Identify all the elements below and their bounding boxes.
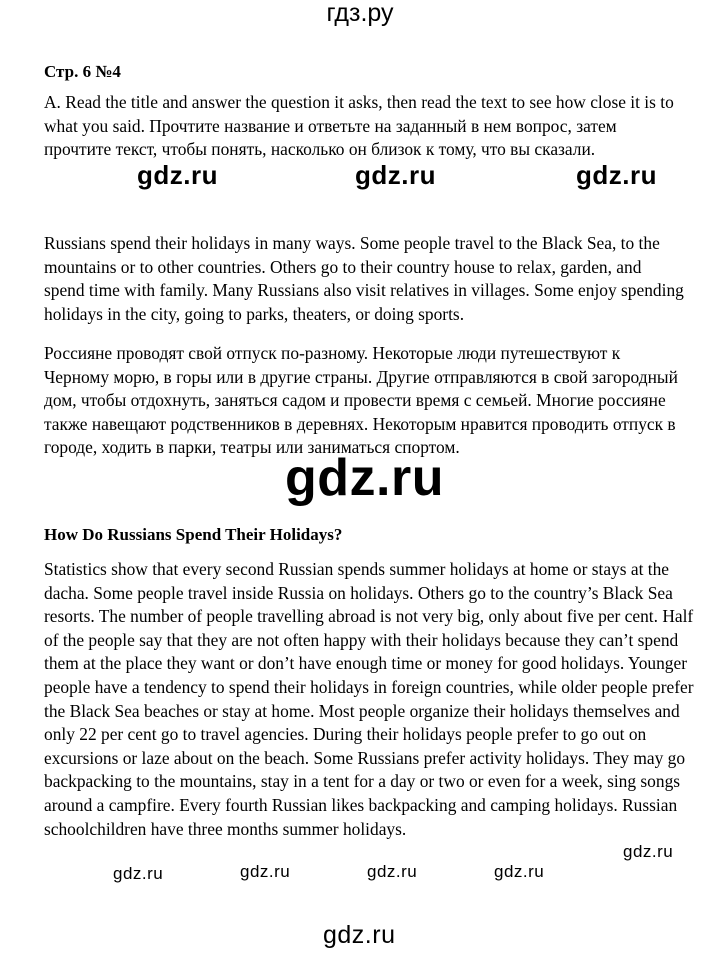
watermark-small-1: gdz.ru (623, 842, 674, 861)
article-title: How Do Russians Spend Their Holidays? (44, 525, 343, 544)
answer-russian: Россияне проводят свой отпуск по-разному. Некоторые люди путешествуют к Черному морю, в горы или в другие страны. Другие отправляются в свой загородный дом, чтобы отдохнуть, заняться садом и провести время с семьей. Многие россияне также навещают родственников в деревнях. Некоторым нравится проводить отпуск в городе, ходить в парки, театры или заниматься спортом. (44, 343, 678, 458)
watermark-3: gdz.ru (576, 160, 657, 190)
watermark-small-2: gdz.ru (113, 864, 164, 883)
task-instruction: A. Read the title and answer the question it asks, then read the text to see how close it is to what you said. Прочтите название и ответьте на заданный в нем вопрос, затем прочтите текст, чтобы понять, насколько он близок к тому, что вы сказали. (44, 92, 674, 160)
watermark-1: gdz.ru (137, 160, 218, 190)
site-header-title: гдз.ру (326, 0, 394, 27)
watermark-large: gdz.ru (285, 449, 444, 507)
watermark-small-3: gdz.ru (240, 862, 291, 881)
watermark-bottom: gdz.ru (323, 921, 396, 949)
watermark-small-5: gdz.ru (494, 862, 545, 881)
watermark-small-4: gdz.ru (367, 862, 418, 881)
answer-english: Russians spend their holidays in many ways. Some people travel to the Black Sea, to the mountains or to other countries. Others go to their country house to relax, garden, and spend time with family. Many Russians also visit relatives in villages. Some enjoy spending holidays in the city, going to parks, theaters, or doing sports. (44, 233, 684, 324)
article-body: Statistics show that every second Russian spends summer holidays at home or stays at the dacha. Some people travel inside Russia on holidays. Others go to the country’s Black Sea resorts. The number of people travelling abroad is not very big, only about five per cent. Half of the people say that they are not often happy with their holidays because they can’t spend them at the place they want or don’t have enough time or money for good holidays. Younger people have a tendency to spend their holidays in foreign countries, while older people prefer the Black Sea beaches or stay at home. Most people organize their holidays themselves and only 22 per cent go to travel agencies. During their holidays people prefer to go out on excursions or laze about on the beach. Some Russians prefer activity holidays. They may go backpacking to the mountains, stay in a tent for a day or two or even for a week, sing songs around a campfire. Every fourth Russian likes backpacking and camping holidays. Russian schoolchildren have three months summer holidays. (44, 559, 694, 839)
section-label: Стр. 6 №4 (44, 62, 121, 81)
watermark-2: gdz.ru (355, 160, 436, 190)
